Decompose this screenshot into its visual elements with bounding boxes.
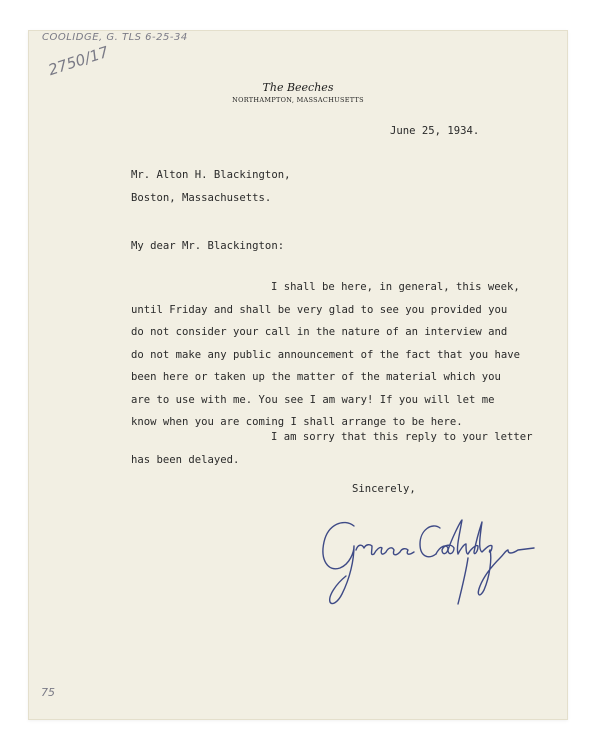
body-line: been here or taken up the matter of the material which you bbox=[131, 371, 501, 383]
recipient-address bbox=[131, 164, 290, 209]
body-line: has been delayed. bbox=[131, 453, 240, 466]
recipient-line: Boston, Massachusetts. bbox=[131, 191, 272, 204]
body-line: know when you are coming I shall arrange to be here. bbox=[131, 416, 463, 428]
body-line: do not make any public announcement of the fact that you have bbox=[131, 348, 521, 361]
handwritten-signature bbox=[310, 498, 540, 618]
body-line: I am sorry that this reply to your letter bbox=[271, 431, 533, 443]
closing: Sincerely, bbox=[352, 483, 416, 495]
page-pencil-note: 75 bbox=[41, 686, 55, 699]
body-line: do not consider your call in the nature of an interview and bbox=[131, 326, 508, 338]
recipient-line: Mr. Alton H. Blackington, bbox=[131, 169, 291, 181]
body-line: are to use with me. You see I am wary! If you will let me bbox=[131, 393, 495, 406]
letterhead-place: NORTHAMPTON, MASSACHUSETTS bbox=[232, 96, 364, 104]
letterhead-name: The Beeches bbox=[262, 81, 334, 94]
salutation: My dear Mr. Blackington: bbox=[131, 240, 285, 252]
body-paragraph-1 bbox=[131, 276, 520, 434]
price-pencil-note: 2750/17 bbox=[46, 42, 111, 80]
body-line: until Friday and shall be very glad to see you provided you bbox=[131, 303, 508, 316]
letter-sheet bbox=[28, 30, 568, 720]
body-line: I shall be here, in general, this week, bbox=[271, 281, 520, 293]
body-paragraph-2 bbox=[131, 426, 533, 471]
catalog-pencil-note: COOLIDGE, G. TLS 6-25-34 bbox=[42, 32, 188, 43]
letter-date: June 25, 1934. bbox=[390, 125, 480, 137]
